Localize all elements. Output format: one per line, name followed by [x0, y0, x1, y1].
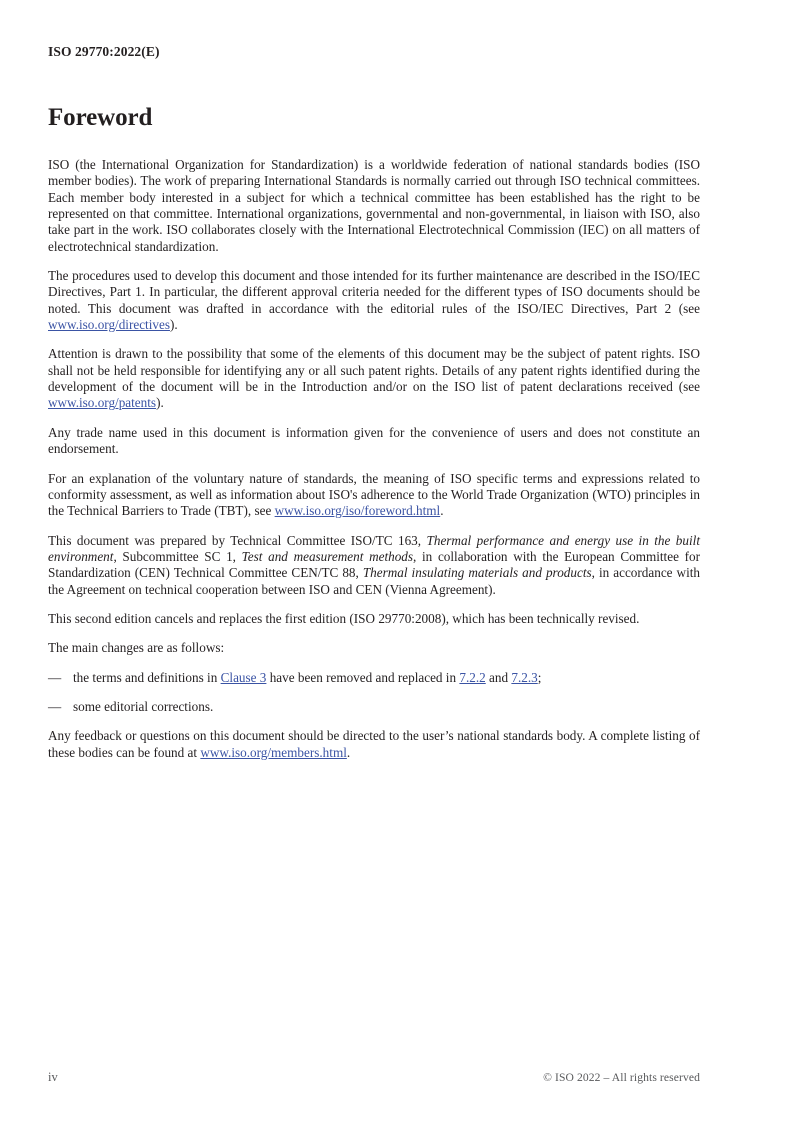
paragraph-procedures-text-after: ). — [169, 317, 178, 333]
paragraph-procedures — [48, 268, 700, 333]
tc-text-3: , in collaboration with the European Committee for Standardization (CEN) Technical Committee CEN/TC 88, — [48, 548, 700, 581]
paragraph-procedures-text-before: The procedures used to develop this document and those intended for its further maintenance are described in the ISO/IEC Directives, Part 1. In particular, the different approval criteria needed for the different types of ISO documents should be noted. This document was drafted in accordance with the editorial rules of the ISO/IEC Directives, Part 2 (see — [48, 268, 700, 316]
list-item-text-middle: have been removed and replaced in — [266, 669, 460, 685]
paragraph-voluntary-nature — [48, 471, 700, 520]
paragraph-trade-name: Any trade name used in this document is information given for the convenience of users and does not constitute an endorsement. — [48, 424, 700, 457]
link-clause-3[interactable]: Clause 3 — [220, 669, 267, 685]
foreword-body — [48, 157, 700, 774]
page-title: Foreword — [48, 104, 153, 131]
paragraph-feedback-text-after: . — [346, 744, 351, 760]
paragraph-main-changes-intro: The main changes are as follows: — [48, 640, 225, 656]
list-item-editorial-corrections: some editorial corrections. — [73, 698, 214, 714]
link-section-722[interactable]: 7.2.2 — [459, 669, 486, 685]
page-footer — [48, 1070, 700, 1085]
paragraph-technical-committee — [48, 533, 700, 598]
list-item-text-before: the terms and definitions in — [73, 669, 221, 685]
tc-text-2: , Subcommittee SC 1, — [113, 548, 242, 564]
paragraph-iso-description: ISO (the International Organization for Standardization) is a worldwide federation of national standards bodies (ISO member bodies). The work of preparing International Standards is normally carried out through ISO technical committees. Each member body interested in a subject for which a technical committee has been established has the right to be represented on that committee. International organizations, governmental and non-governmental, in liaison with ISO, also take part in the work. ISO collaborates closely with the International Electrotechnical Commission (IEC) on all matters of electrotechnical standardization. — [48, 157, 700, 254]
list-item-text-after: ; — [537, 669, 542, 685]
paragraph-second-edition: This second edition cancels and replaces the first edition (ISO 29770:2008), which has been technically revised. — [48, 610, 640, 626]
paragraph-patent-text-after: ). — [156, 395, 164, 411]
footer-page-number: iv — [48, 1070, 58, 1084]
list-item — [48, 699, 700, 715]
link-iso-foreword[interactable]: www.iso.org/iso/foreword.html — [274, 503, 441, 519]
link-iso-members[interactable]: www.iso.org/members.html — [200, 744, 347, 760]
paragraph-patent-rights — [48, 346, 700, 411]
tc-text-1: This document was prepared by Technical Committee ISO/TC 163, — [48, 532, 427, 548]
list-dash-marker: — — [48, 698, 62, 714]
paragraph-patent-text-before: Attention is drawn to the possibility that some of the elements of this document may be the subject of patent rights. ISO shall not be held responsible for identifying any or all such patent rights. Details of any patent rights identified during the development of the document will be in the Introduction and/or on the ISO list of patent declarations received (see — [48, 346, 700, 395]
document-reference-header: ISO 29770:2022(E) — [48, 44, 160, 59]
tc-title-sc1: Test and measurement methods — [241, 548, 414, 564]
paragraph-voluntary-text-after: . — [440, 503, 444, 519]
tc-text-4: , in accordance with the Agreement on technical cooperation between ISO and CEN (Vienna Agreement). — [48, 565, 700, 597]
paragraph-feedback — [48, 728, 700, 761]
list-item-conjunction: and — [485, 669, 512, 685]
link-iso-directives[interactable]: www.iso.org/directives — [48, 317, 170, 333]
link-iso-patents[interactable]: www.iso.org/patents — [48, 395, 157, 411]
footer-copyright: © ISO 2022 – All rights reserved — [543, 1071, 700, 1084]
list-dash-marker: — — [48, 669, 62, 685]
paragraph-feedback-text-before: Any feedback or questions on this document should be directed to the user’s national standards body. A complete listing of these bodies can be found at — [48, 728, 700, 760]
list-item-terms-definitions — [73, 670, 700, 686]
paragraph-voluntary-text-before: For an explanation of the voluntary nature of standards, the meaning of ISO specific terms and expressions related to conformity assessment, as well as information about ISO's adherence to the World Trade Organization (WTO) principles in the Technical Barriers to Trade (TBT), see — [48, 470, 700, 519]
tc-title-cen88: Thermal insulating materials and products — [362, 565, 592, 581]
link-section-723[interactable]: 7.2.3 — [511, 669, 538, 685]
tc-title-163: Thermal performance and energy use in the built environment — [48, 532, 700, 564]
list-item — [48, 670, 700, 686]
